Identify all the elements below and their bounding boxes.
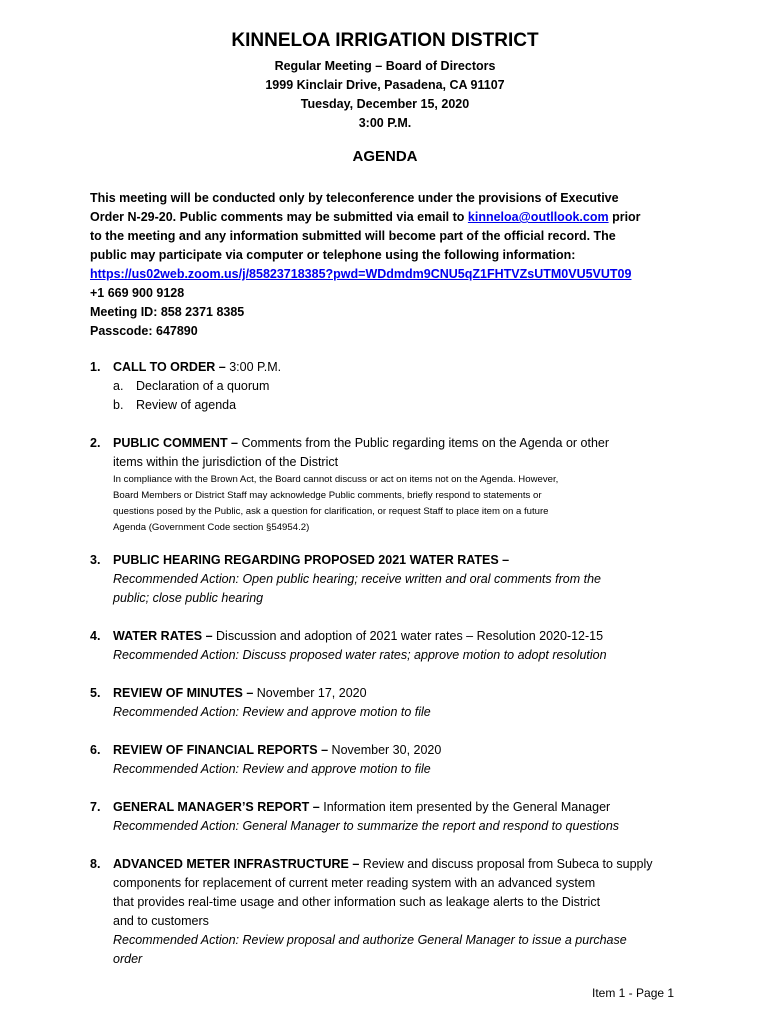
meeting-address: 1999 Kinclair Drive, Pasadena, CA 91107 [265,78,505,92]
phone-number: +1 669 900 9128 [90,286,185,300]
item-heading: WATER RATES – [113,629,213,643]
recommended-action: Recommended Action: Review and approve motion to file [113,762,431,776]
intro-line [90,210,690,224]
recommended-action: Recommended Action: Review and approve motion to file [113,705,431,719]
item-text: 3:00 P.M. [225,360,282,374]
email-link[interactable]: kinneloa@outllook.com [467,210,609,224]
intro-line: to the meeting and any information submitted will become part of the official record. The [90,229,616,243]
intro-text: Order N-29-20. Public comments may be submitted via email to [90,210,468,224]
meeting-time: 3:00 P.M. [358,116,412,130]
item-text: Information item presented by the General Manager [319,800,611,814]
sub-letter: a. [113,379,124,393]
recommended-action: Recommended Action: Open public hearing; receive written and oral comments from the [113,572,601,586]
agenda-item-3 [90,553,509,567]
recommended-action: Recommended Action: General Manager to summarize the report and respond to questions [113,819,620,833]
item-number: 4. [90,629,101,643]
agenda-item-2 [90,436,609,450]
item-number: 1. [90,360,101,374]
recommended-action: order [113,952,143,966]
intro-line: public may participate via computer or telephone using the following information: [90,248,576,262]
recommended-action: public; close public hearing [113,591,264,605]
item-text-cont: that provides real-time usage and other information such as leakage alerts to the District [113,895,601,909]
sub-text: Declaration of a quorum [136,379,270,393]
agenda-item-8 [90,857,653,871]
item-number: 6. [90,743,101,757]
item-text-cont: components for replacement of current meter reading system with an advanced system [113,876,596,890]
item-number: 5. [90,686,101,700]
sub-text: Review of agenda [136,398,237,412]
zoom-link[interactable]: https://us02web.zoom.us/j/85823718385?pwd=WDdmdm9CNU5qZ1FHTVZsUTM0VU5VUT09 [90,267,632,281]
item-number: 8. [90,857,101,871]
meeting-id: Meeting ID: 858 2371 8385 [90,305,245,319]
recommended-action: Recommended Action: Discuss proposed water rates; approve motion to adopt resolution [113,648,607,662]
item-heading: REVIEW OF MINUTES – [113,686,254,700]
brown-act-note: Agenda (Government Code section §54954.2) [113,522,310,533]
item-heading: PUBLIC COMMENT – [113,436,238,450]
item-text: Review and discuss proposal from Subeca to supply [359,857,653,871]
intro-text: prior [608,210,641,224]
item-heading: REVIEW OF FINANCIAL REPORTS – [113,743,329,757]
agenda-item-5 [90,686,367,700]
brown-act-note: questions posed by the Public, ask a question for clarification, or request Staff to place item on a future [113,506,549,517]
sub-item-a [113,379,269,393]
passcode: Passcode: 647890 [90,324,198,338]
item-text: Discussion and adoption of 2021 water rates – Resolution 2020-12-15 [212,629,604,643]
item-number: 3. [90,553,101,567]
item-text: Comments from the Public regarding items on the Agenda or other [238,436,610,450]
meeting-date: Tuesday, December 15, 2020 [300,97,470,111]
sub-item-b [113,398,236,412]
agenda-item-6 [90,743,441,757]
item-text: November 17, 2020 [253,686,367,700]
recommended-action: Recommended Action: Review proposal and authorize General Manager to issue a purchase [113,933,627,947]
agenda-item-7 [90,800,610,814]
district-title: KINNELOA IRRIGATION DISTRICT [231,30,539,51]
item-heading: PUBLIC HEARING REGARDING PROPOSED 2021 WATER RATES – [113,553,510,567]
brown-act-note: In compliance with the Brown Act, the Board cannot discuss or act on items not on the Agenda. However, [113,474,559,485]
brown-act-note: Board Members or District Staff may acknowledge Public comments, briefly respond to statements or [113,490,542,501]
page-footer: Item 1 - Page 1 [592,986,675,1000]
item-text-cont: and to customers [113,914,209,928]
item-number: 2. [90,436,101,450]
meeting-type: Regular Meeting – Board of Directors [274,59,496,73]
agenda-heading: AGENDA [352,148,418,165]
item-heading: ADVANCED METER INFRASTRUCTURE – [113,857,360,871]
agenda-item-4 [90,629,603,643]
item-heading: CALL TO ORDER – [113,360,226,374]
item-text-cont: items within the jurisdiction of the District [113,455,339,469]
item-number: 7. [90,800,101,814]
item-heading: GENERAL MANAGER’S REPORT – [113,800,320,814]
intro-line: This meeting will be conducted only by teleconference under the provisions of Executive [90,191,619,205]
agenda-item-1 [90,360,281,374]
sub-letter: b. [113,398,124,412]
item-text: November 30, 2020 [328,743,442,757]
